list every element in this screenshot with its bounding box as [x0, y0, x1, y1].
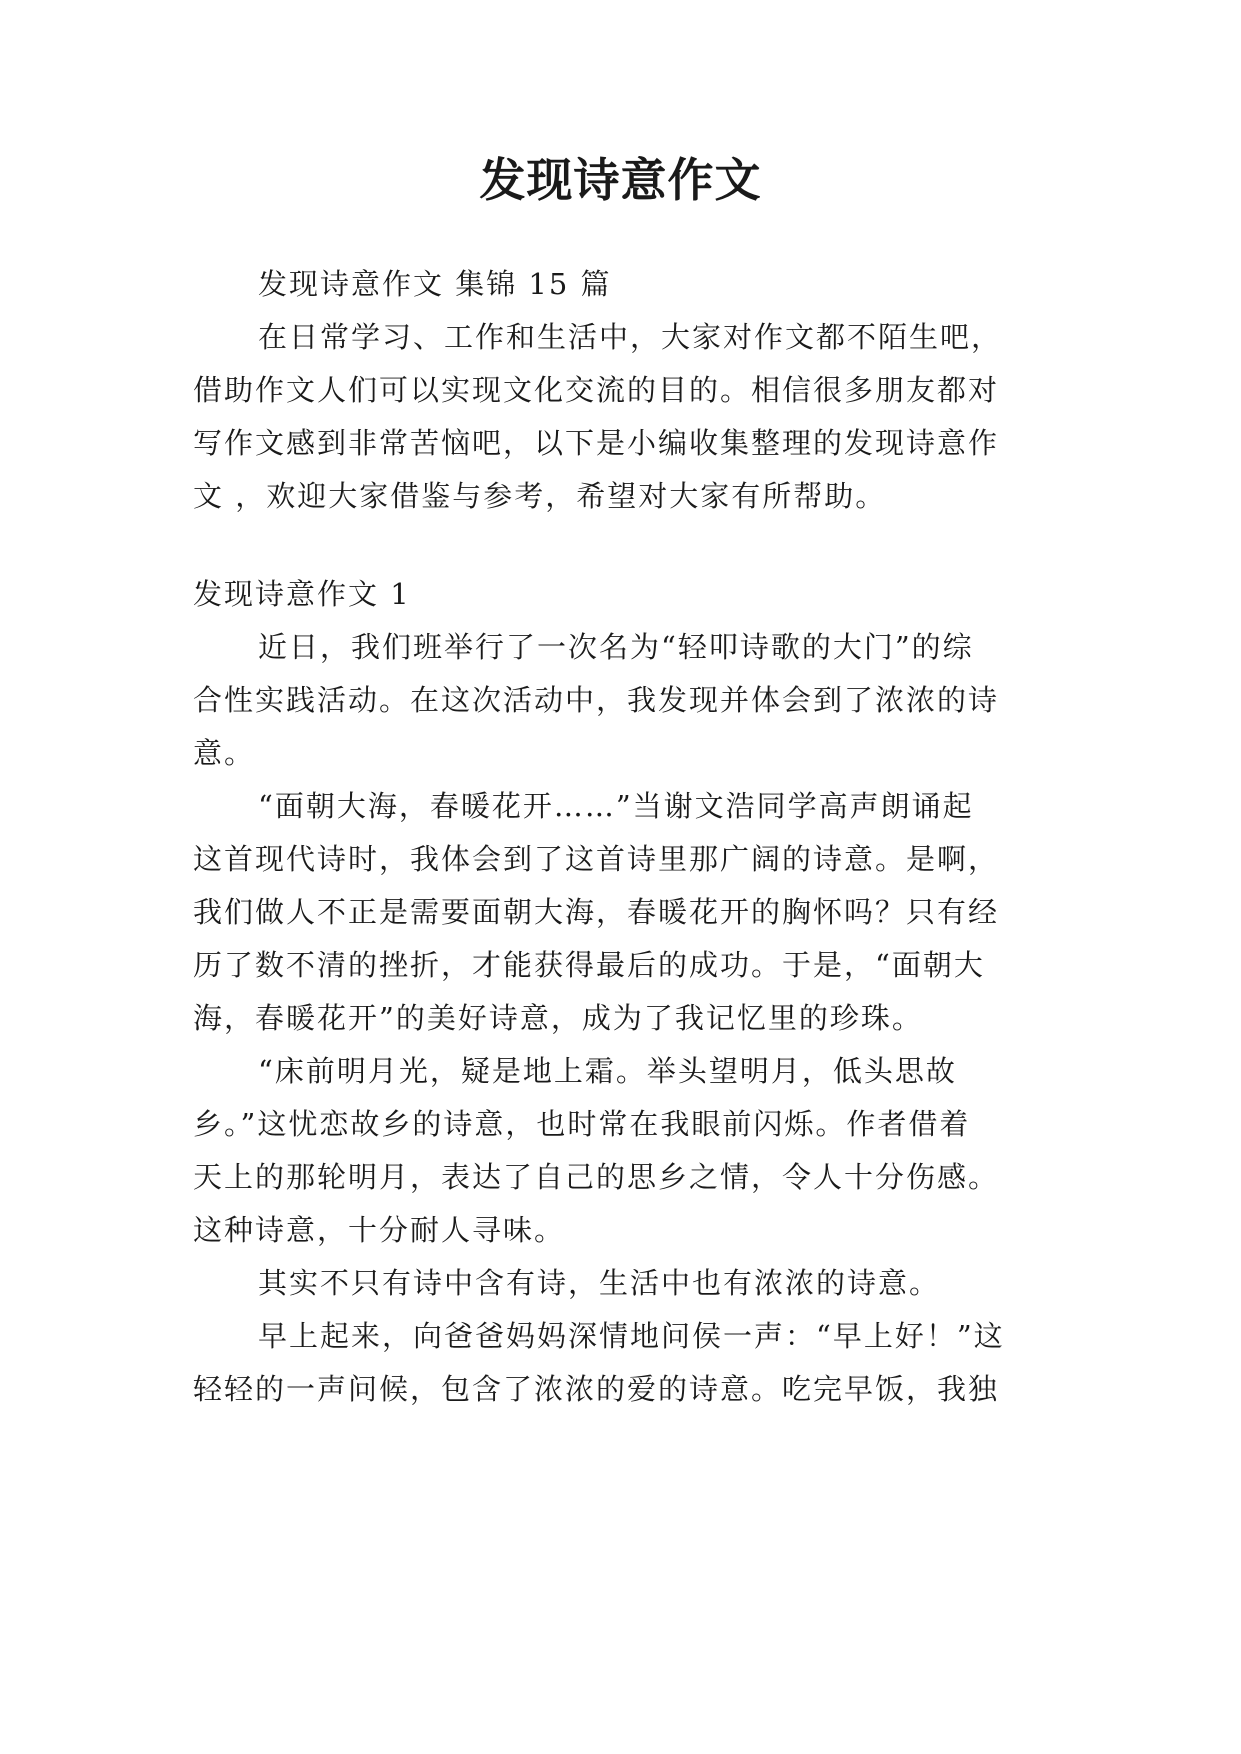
body-line-6: 我们做人不正是需要面朝大海，春暖花开的胸怀吗？只有经 [193, 895, 1000, 929]
section-heading: 发现诗意作文 1 [193, 577, 411, 611]
intro-line-4: 文 ，欢迎大家借鉴与参考，希望对大家有所帮助。 [193, 479, 887, 513]
body-line-2: 合性实践活动。在这次活动中，我发现并体会到了浓浓的诗 [193, 683, 1000, 717]
body-line-9: “床前明月光，疑是地上霜。举头望明月，低头思故 [258, 1054, 957, 1088]
body-line-1: 近日，我们班举行了一次名为“轻叩诗歌的大门”的综 [258, 630, 974, 664]
body-line-13: 其实不只有诗中含有诗，生活中也有浓浓的诗意。 [258, 1266, 941, 1300]
body-line-14: 早上起来，向爸爸妈妈深情地问侯一声：“早上好！”这 [258, 1319, 1005, 1353]
intro-line-1: 在日常学习、工作和生活中，大家对作文都不陌生吧， [258, 320, 1003, 354]
body-line-7: 历了数不清的挫折，才能获得最后的成功。于是，“面朝大 [193, 948, 985, 982]
body-line-12: 这种诗意，十分耐人寻味。 [193, 1213, 566, 1247]
intro-line-3: 写作文感到非常苦恼吧，以下是小编收集整理的发现诗意作 [193, 426, 1000, 460]
body-line-3: 意。 [193, 736, 256, 770]
body-line-11: 天上的那轮明月，表达了自己的思乡之情，令人十分伤感。 [193, 1160, 1000, 1194]
body-line-10: 乡。”这忧恋故乡的诗意，也时常在我眼前闪烁。作者借着 [193, 1107, 971, 1141]
body-line-4: “面朝大海，春暖花开……”当谢文浩同学高声朗诵起 [258, 789, 974, 823]
intro-line-2: 借助作文人们可以实现文化交流的目的。相信很多朋友都对 [193, 373, 1000, 407]
page-title: 发现诗意作文 [479, 153, 762, 207]
body-line-8: 海，春暖花开”的美好诗意，成为了我记忆里的珍珠。 [193, 1001, 923, 1035]
body-line-5: 这首现代诗时，我体会到了这首诗里那广阔的诗意。是啊， [193, 842, 1000, 876]
body-line-15: 轻轻的一声问候，包含了浓浓的爱的诗意。吃完早饭，我独 [193, 1372, 1000, 1406]
subtitle: 发现诗意作文 集锦 15 篇 [258, 267, 612, 301]
